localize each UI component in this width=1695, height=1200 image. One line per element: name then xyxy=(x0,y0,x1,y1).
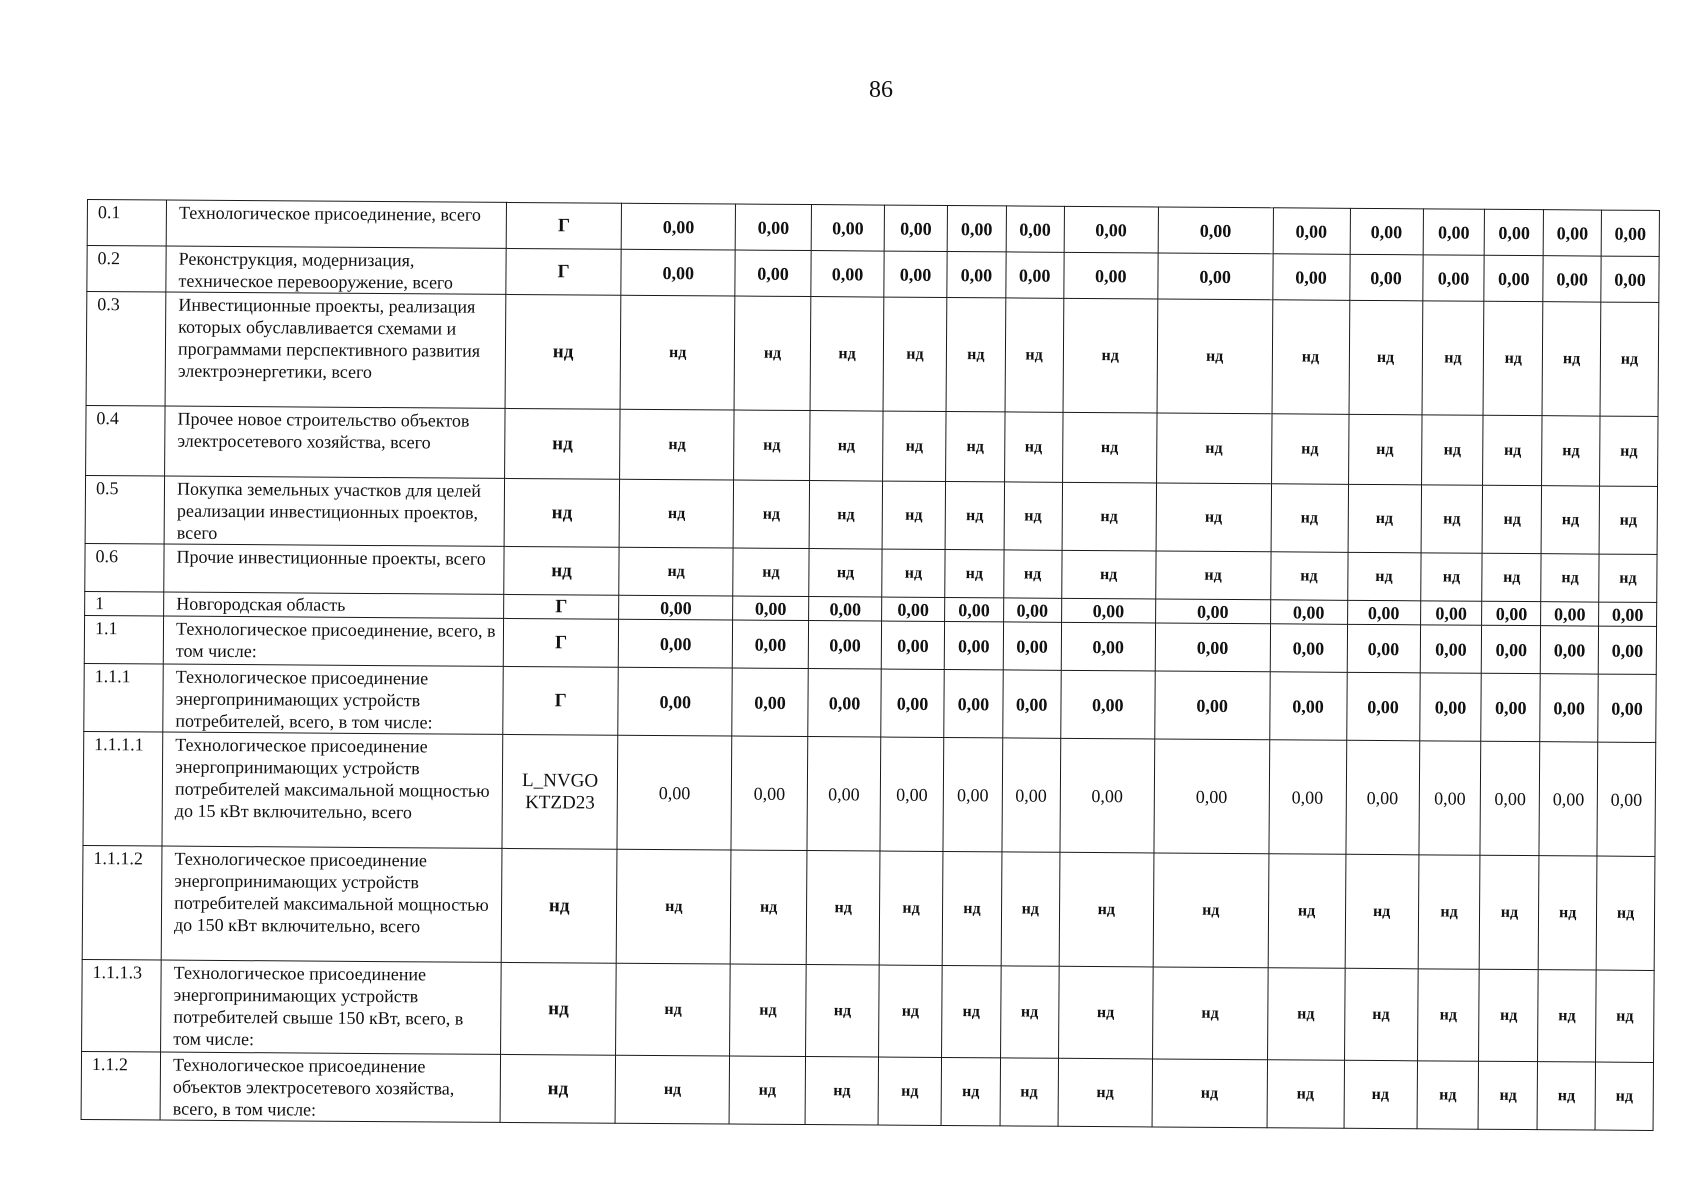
value-cell: 0,00 xyxy=(1061,622,1156,671)
value-cell: 0,00 xyxy=(943,737,1003,851)
table-row xyxy=(84,663,1656,742)
value-cell: нд xyxy=(1422,301,1485,415)
value-cell: 0,00 xyxy=(735,204,811,251)
value-cell: нд xyxy=(1152,967,1267,1060)
value-cell: нд xyxy=(1600,302,1659,416)
value-cell: нд xyxy=(1268,854,1346,969)
value-cell: 0,00 xyxy=(881,621,944,669)
row-code: Г xyxy=(503,666,619,735)
row-code: нд xyxy=(504,478,620,547)
value-cell: 0,00 xyxy=(1485,209,1544,255)
row-code: нд xyxy=(500,962,616,1055)
value-cell: 0,00 xyxy=(1482,601,1541,625)
value-cell: 0,00 xyxy=(1543,210,1601,256)
value-cell: нд xyxy=(878,1057,941,1125)
row-name: Технологическое присоединение энергопринимающих устройств потребителей, всего, в том числе: xyxy=(163,664,503,734)
row-name: Реконструкция, модернизация, техническое перевооружение, всего xyxy=(166,246,506,294)
value-cell: нд xyxy=(809,549,882,598)
value-cell: нд xyxy=(730,850,807,965)
value-cell: нд xyxy=(1542,302,1601,416)
value-cell: нд xyxy=(620,409,734,480)
value-cell: 0,00 xyxy=(1481,673,1540,741)
value-cell: нд xyxy=(1000,1058,1058,1126)
row-code: Г xyxy=(503,618,619,667)
value-cell: нд xyxy=(1483,415,1542,485)
value-cell: 0,00 xyxy=(1346,672,1419,741)
value-cell: 0,00 xyxy=(1540,626,1598,674)
value-cell: 0,00 xyxy=(1158,253,1273,300)
value-cell: 0,00 xyxy=(1003,622,1061,670)
value-cell: нд xyxy=(616,1055,730,1124)
value-cell: нд xyxy=(734,410,811,481)
value-cell: 0,00 xyxy=(811,205,884,252)
row-name: Технологическое присоединение энергопринимающих устройств потребителей максимальной мощностью до 15 кВт включительно, всего xyxy=(162,732,503,848)
value-cell: нд xyxy=(1005,298,1064,412)
value-cell: 0,00 xyxy=(1273,208,1350,255)
value-cell: нд xyxy=(734,296,811,411)
value-cell: нд xyxy=(1062,482,1157,551)
row-code: L_NVGO KTZD23 xyxy=(502,734,618,849)
value-cell: нд xyxy=(733,548,809,597)
value-cell: нд xyxy=(1482,553,1541,601)
table-row xyxy=(86,292,1659,417)
value-cell: 0,00 xyxy=(1484,255,1543,301)
row-number: 0.4 xyxy=(86,405,166,476)
row-number: 1.1 xyxy=(84,615,163,664)
row-code: Г xyxy=(506,248,622,295)
row-code: Г xyxy=(506,202,622,249)
value-cell: нд xyxy=(1063,298,1158,413)
value-cell: 0,00 xyxy=(1601,210,1659,256)
value-cell: нд xyxy=(946,412,1005,482)
value-cell: 0,00 xyxy=(1540,674,1598,742)
value-cell: нд xyxy=(1542,416,1600,486)
row-number: 1.1.1.1 xyxy=(83,731,163,846)
value-cell: нд xyxy=(730,964,807,1057)
value-cell: 0,00 xyxy=(880,737,944,851)
value-cell: 0,00 xyxy=(808,669,881,738)
value-cell: нд xyxy=(806,965,880,1058)
value-cell: 0,00 xyxy=(1347,624,1420,673)
value-cell: 0,00 xyxy=(732,668,809,737)
value-cell: 0,00 xyxy=(1480,741,1540,855)
value-cell: нд xyxy=(1595,1062,1653,1130)
value-cell: нд xyxy=(619,547,733,596)
value-cell: нд xyxy=(1599,486,1657,554)
value-cell: нд xyxy=(620,295,734,410)
value-cell: нд xyxy=(1000,966,1058,1058)
value-cell: нд xyxy=(942,851,1002,965)
table-row xyxy=(82,959,1655,1062)
row-name: Новгородская область xyxy=(164,592,504,618)
value-cell: 0,00 xyxy=(1060,738,1155,853)
row-name: Технологическое присоединение энергопринимающих устройств потребителей максимальной мощностью до 150 кВт включительно, всего xyxy=(161,846,502,962)
value-cell: нд xyxy=(1483,301,1543,415)
value-cell: нд xyxy=(1421,485,1483,553)
row-code: нд xyxy=(504,408,620,479)
value-cell: нд xyxy=(809,481,882,550)
value-cell: нд xyxy=(733,480,810,549)
value-cell: нд xyxy=(945,549,1004,597)
value-cell: нд xyxy=(1344,968,1418,1061)
value-cell: нд xyxy=(1001,852,1060,966)
value-cell: 0,00 xyxy=(1420,601,1482,625)
value-cell: 0,00 xyxy=(1599,602,1657,626)
row-number: 0.6 xyxy=(85,543,164,592)
value-cell: 0,00 xyxy=(1272,254,1349,301)
value-cell: нд xyxy=(882,549,945,597)
table-body xyxy=(81,200,1659,1131)
value-cell: нд xyxy=(1348,414,1422,485)
value-cell: нд xyxy=(1538,970,1596,1062)
value-cell: 0,00 xyxy=(1539,742,1598,856)
value-cell: нд xyxy=(616,963,730,1056)
value-cell: нд xyxy=(1417,1061,1479,1129)
value-cell: 0,00 xyxy=(617,735,731,850)
value-cell: нд xyxy=(941,1057,1000,1125)
value-cell: 0,00 xyxy=(1003,670,1061,738)
value-cell: 0,00 xyxy=(1155,599,1270,624)
value-cell: 0,00 xyxy=(1349,254,1422,301)
value-cell: нд xyxy=(620,479,734,548)
value-cell: 0,00 xyxy=(619,595,733,620)
row-name: Технологическое присоединение, всего, в том числе: xyxy=(163,616,503,666)
value-cell: 0,00 xyxy=(1154,739,1269,854)
row-number: 0.5 xyxy=(85,475,165,544)
value-cell: нд xyxy=(1537,1062,1595,1130)
value-cell: нд xyxy=(1421,415,1483,485)
value-cell: 0,00 xyxy=(1155,671,1270,740)
value-cell: 0,00 xyxy=(1482,625,1541,673)
row-name: Технологическое присоединение объектов электросетевого хозяйства, всего, в том числе: xyxy=(160,1052,500,1122)
row-name: Покупка земельных участков для целей реализации инвестиционных проектов, всего xyxy=(164,476,504,546)
row-name: Технологическое присоединение энергопринимающих устройств потребителей свыше 150 кВт, всего, в том числе: xyxy=(161,960,501,1054)
value-cell: нд xyxy=(882,481,945,549)
value-cell: 0,00 xyxy=(733,596,809,621)
value-cell: 0,00 xyxy=(1270,624,1347,673)
value-cell: 0,00 xyxy=(1420,625,1482,673)
value-cell: нд xyxy=(1267,1060,1345,1129)
value-cell: 0,00 xyxy=(731,736,808,851)
table-row xyxy=(83,731,1656,856)
row-number: 0.3 xyxy=(86,292,166,407)
value-cell: 0,00 xyxy=(1155,623,1270,672)
value-cell: 0,00 xyxy=(622,203,736,250)
value-cell: 0,00 xyxy=(1419,741,1482,855)
row-code: нд xyxy=(505,294,621,409)
value-cell: нд xyxy=(1596,856,1655,970)
value-cell: 0,00 xyxy=(735,250,811,297)
value-cell: нд xyxy=(1156,413,1271,484)
value-cell: нд xyxy=(1271,414,1349,485)
table-row xyxy=(82,845,1655,970)
value-cell: 0,00 xyxy=(1598,626,1656,674)
value-cell: 0,00 xyxy=(1270,600,1347,625)
value-cell: нд xyxy=(1267,968,1345,1061)
value-cell: 0,00 xyxy=(619,619,733,668)
value-cell: нд xyxy=(1004,550,1062,598)
value-cell: нд xyxy=(1479,969,1538,1061)
value-cell: нд xyxy=(806,851,880,966)
value-cell: нд xyxy=(1004,482,1062,550)
value-cell: 0,00 xyxy=(1601,256,1659,302)
page-number: 86 xyxy=(869,77,893,103)
value-cell: нд xyxy=(729,1056,806,1125)
row-number: 1.1.1 xyxy=(84,663,164,732)
value-cell: 0,00 xyxy=(1423,209,1485,255)
value-cell: 0,00 xyxy=(1269,672,1347,741)
value-cell: 0,00 xyxy=(811,251,884,298)
value-cell: нд xyxy=(1483,485,1542,553)
value-cell: 0,00 xyxy=(882,597,945,621)
value-cell: нд xyxy=(879,965,943,1057)
value-cell: 0,00 xyxy=(1598,674,1656,742)
row-number: 1.1.1.3 xyxy=(82,959,162,1052)
value-cell: нд xyxy=(805,1057,878,1126)
row-code: нд xyxy=(504,546,620,595)
value-cell: 0,00 xyxy=(807,737,881,852)
value-cell: 0,00 xyxy=(884,205,947,251)
value-cell: нд xyxy=(1156,483,1271,552)
row-number: 0.2 xyxy=(87,246,166,293)
value-cell: нд xyxy=(946,298,1006,412)
value-cell: 0,00 xyxy=(1158,207,1273,254)
value-cell: нд xyxy=(1349,300,1423,415)
value-cell: нд xyxy=(617,849,731,964)
value-cell: нд xyxy=(879,851,943,965)
table-row xyxy=(86,405,1658,486)
value-cell: 0,00 xyxy=(1060,670,1155,739)
value-cell: 0,00 xyxy=(732,620,808,669)
value-cell: нд xyxy=(1152,1059,1267,1128)
row-number: 1.1.1.2 xyxy=(82,845,162,960)
value-cell: нд xyxy=(1418,855,1481,969)
row-code: нд xyxy=(501,848,617,963)
value-cell: нд xyxy=(1600,416,1658,486)
value-cell: 0,00 xyxy=(1003,598,1061,622)
value-cell: нд xyxy=(1599,554,1657,602)
value-cell: 0,00 xyxy=(1002,738,1061,852)
value-cell: 0,00 xyxy=(947,252,1006,298)
value-cell: 0,00 xyxy=(1543,256,1601,302)
value-cell: нд xyxy=(1156,551,1271,600)
row-number: 1 xyxy=(85,591,164,616)
value-cell: 0,00 xyxy=(1061,598,1155,623)
value-cell: нд xyxy=(1541,554,1599,602)
value-cell: 0,00 xyxy=(1063,252,1158,299)
value-cell: нд xyxy=(1062,412,1157,483)
row-name: Прочее новое строительство объектов электросетевого хозяйства, всего xyxy=(165,406,505,478)
row-name: Инвестиционные проекты, реализация которых обуславливается схемами и программами перспективного развития электроэнергетики, всего xyxy=(165,292,506,408)
value-cell: 0,00 xyxy=(1268,740,1346,855)
value-cell: 0,00 xyxy=(1597,742,1656,856)
row-name: Прочие инвестиционные проекты, всего xyxy=(164,544,504,594)
row-number: 0.1 xyxy=(87,200,166,247)
value-cell: нд xyxy=(1541,486,1599,554)
value-cell: нд xyxy=(1347,552,1420,601)
value-cell: нд xyxy=(1420,553,1482,601)
table-row xyxy=(81,1051,1653,1130)
row-code: Г xyxy=(503,594,619,619)
row-number: 1.1.2 xyxy=(81,1051,161,1120)
value-cell: нд xyxy=(1058,1058,1153,1127)
value-cell: нд xyxy=(883,411,946,481)
value-cell: 0,00 xyxy=(1347,600,1420,625)
value-cell: нд xyxy=(1061,550,1156,599)
value-cell: нд xyxy=(810,411,884,482)
table-row xyxy=(85,475,1657,554)
value-cell: нд xyxy=(883,297,947,411)
value-cell: 0,00 xyxy=(1541,602,1599,626)
value-cell: нд xyxy=(1480,855,1540,969)
value-cell: 0,00 xyxy=(945,597,1004,621)
value-cell: 0,00 xyxy=(621,249,735,296)
value-cell: 0,00 xyxy=(1064,206,1159,253)
value-cell: нд xyxy=(1345,854,1419,969)
value-cell: нд xyxy=(1348,484,1421,553)
value-cell: 0,00 xyxy=(1346,740,1420,855)
value-cell: 0,00 xyxy=(881,669,944,737)
value-cell: нд xyxy=(1153,853,1268,968)
value-cell: 0,00 xyxy=(947,206,1006,252)
value-cell: 0,00 xyxy=(808,621,881,670)
value-cell: 0,00 xyxy=(1350,208,1423,255)
value-cell: 0,00 xyxy=(944,621,1003,669)
value-cell: нд xyxy=(1270,552,1347,601)
value-cell: нд xyxy=(1538,856,1597,970)
value-cell: нд xyxy=(1157,299,1272,414)
value-cell: 0,00 xyxy=(809,597,882,622)
value-cell: 0,00 xyxy=(1422,255,1484,301)
value-cell: 0,00 xyxy=(618,667,732,736)
value-cell: нд xyxy=(1004,412,1062,482)
value-cell: 0,00 xyxy=(1006,252,1064,298)
value-cell: нд xyxy=(1417,969,1480,1061)
value-cell: 0,00 xyxy=(884,251,947,297)
investment-table xyxy=(81,199,1660,1131)
row-name: Технологическое присоединение, всего xyxy=(166,200,506,248)
value-cell: 0,00 xyxy=(1419,673,1481,741)
value-cell: нд xyxy=(1344,1060,1417,1129)
value-cell: 0,00 xyxy=(1006,206,1064,252)
value-cell: нд xyxy=(1271,484,1349,553)
value-cell: нд xyxy=(1596,970,1655,1062)
value-cell: нд xyxy=(1058,966,1153,1059)
row-code: нд xyxy=(500,1054,616,1123)
value-cell: нд xyxy=(942,965,1001,1057)
value-cell: нд xyxy=(1272,300,1350,415)
value-cell: нд xyxy=(1059,852,1154,967)
value-cell: 0,00 xyxy=(944,669,1003,737)
value-cell: нд xyxy=(810,297,884,412)
value-cell: нд xyxy=(945,482,1004,550)
value-cell: нд xyxy=(1478,1061,1537,1129)
